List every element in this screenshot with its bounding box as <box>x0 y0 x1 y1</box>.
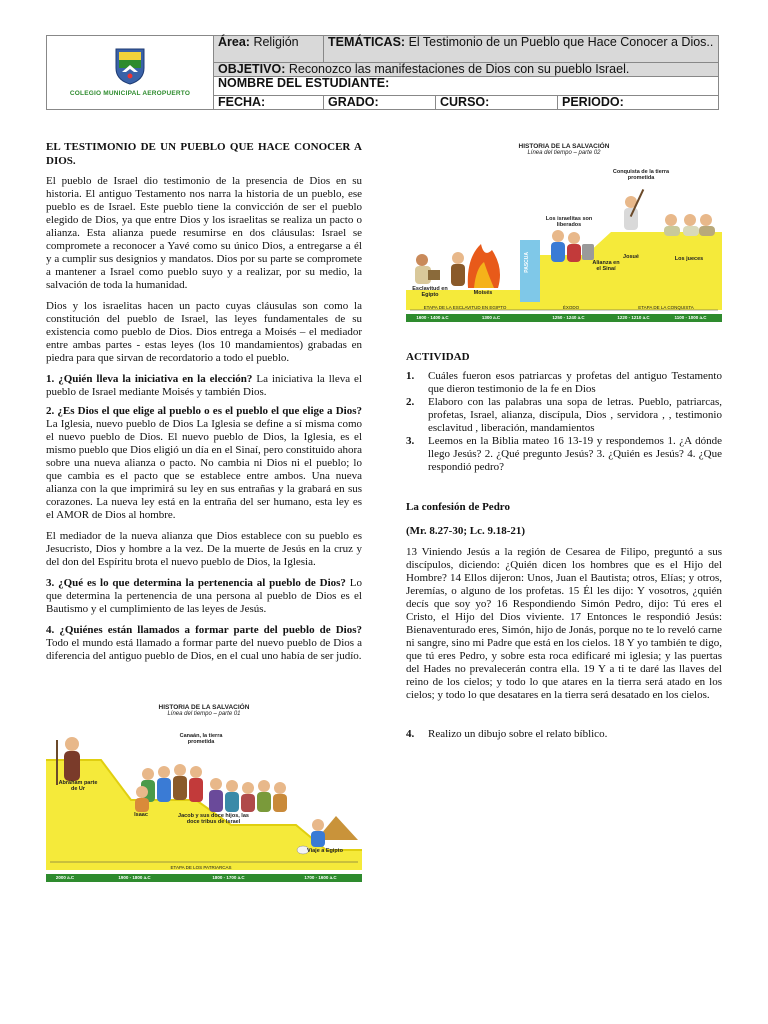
activity-text: Leemos en la Biblia mateo 16 13-19 y respondemos 1. ¿A dónde llego Jesús? 2. ¿Qué pregunto Jesús? 3. ¿Quién es Jesús? 4. ¿Que respondió pedro? <box>428 435 722 473</box>
timeline-2-stage-3: ETAPA DE LA CONQUISTA <box>638 305 694 310</box>
timeline-2-subtitle: Línea del tiempo – parte 02 <box>527 150 601 156</box>
article-title: EL TESTIMONIO DE UN PUEBLO QUE HACE CONOCER A DIOS. <box>46 141 362 167</box>
school-crest-icon <box>113 46 147 86</box>
timeline-2-stage-1: ETAPA DE LA ESCLAVITUD EN EGIPTO <box>423 305 507 310</box>
timeline-1-date-3: 1800 - 1700 a.C <box>212 875 245 880</box>
question-4 <box>46 624 362 663</box>
curso-field[interactable] <box>436 96 558 110</box>
timeline-part-1-image <box>46 700 362 882</box>
header-table <box>46 35 719 110</box>
question-1-heading: 1. ¿Quién lleva la iniciativa en la elección? <box>46 373 253 385</box>
activity-number: 1. <box>406 370 415 382</box>
school-name: COLEGIO MUNICIPAL AEROPUERTO <box>69 89 191 97</box>
timeline-2-label-sinai: Alianza en el Sinaí <box>592 260 620 272</box>
activity-item <box>406 435 722 474</box>
timeline-2-label-conquest: Conquista de la tierra prometida <box>612 169 670 181</box>
student-name-field[interactable] <box>214 77 719 96</box>
timeline-1-stage: ETAPA DE LOS PATRIARCAS <box>170 865 232 870</box>
activity-item <box>406 728 722 741</box>
tematicas-label: TEMÁTICAS: <box>328 35 406 49</box>
question-3-heading: 3. ¿Qué es lo que determina la pertenencia al pueblo de Dios? <box>46 577 346 589</box>
question-2-answer: La Iglesia, nuevo pueblo de Dios La Iglesia se define a sí misma como el nuevo pueblo de Dios. El nuevo pueblo de Dios, la Iglesia, es el mismo pueblo que Dios eligió un día en el Sinaí, pero constituido ahora sobre una nueva alianza o pacto. No cambia ni Dios ni el pueblo; lo que cambia es el pacto que se establece entre ambos. Una nueva alianza con la que imprimirá su ley en sus entrañas y la grabará en sus corazones. La nueva ley está en la entraña del ser humano, esta ley es el AMOR de Dios al hombre. <box>46 418 362 521</box>
periodo-label: PERIODO: <box>562 95 624 109</box>
activity-number: 4. <box>406 728 415 740</box>
mediator-paragraph: El mediador de la nueva alianza que Dios establece con su pueblo es Jesucristo, Dios y hombre a la vez. De la muerte de Jesús en la cruz y del don del Espíritu brota el nuevo pueblo de Dios, la Iglesia. <box>46 530 362 568</box>
student-label: NOMBRE DEL ESTUDIANTE: <box>218 76 390 90</box>
timeline-1-subtitle: Línea del tiempo – parte 01 <box>167 711 241 717</box>
timeline-1-date-4: 1700 - 1600 a.C <box>304 875 337 880</box>
pact-paragraph: Dios y los israelitas hacen un pacto cuyas cláusulas son como la constitución del pueblo de Israel, las leyes fundamentales de su existencia como pueblo de Dios. Dios entrega a Moisés – el mediador entre ambas partes - estas leyes (los 10 mandamientos) grabadas en piedra para que sirvan de recordatorio a todo el pueblo. <box>46 300 362 364</box>
fecha-label: FECHA: <box>218 95 266 109</box>
timeline-2-date-3: 1250 - 1240 a.C <box>552 315 585 320</box>
timeline-2-label-moses: Moisés <box>473 290 493 296</box>
timeline-1-title: HISTORIA DE LA SALVACIÓN <box>158 704 250 711</box>
objetivo-label: OBJETIVO: <box>218 62 286 76</box>
school-logo-cell <box>47 36 214 110</box>
timeline-2-date-4: 1220 - 1210 a.C <box>617 315 650 320</box>
question-1 <box>46 373 362 399</box>
timeline-1-label-abraham: Abraham parte de Ur <box>58 780 98 792</box>
timeline-2-stage-2: ÉXODO <box>562 305 580 310</box>
timeline-1-label-jacob: Jacob y sus doce hijos, las doce tribus de Israel <box>178 813 249 825</box>
objetivo-value: Reconozco las manifestaciones de Dios con su pueblo Israel. <box>288 62 630 76</box>
area-value: Religión <box>253 35 299 49</box>
timeline-2-graphic <box>406 140 722 322</box>
confession-title: La confesión de Pedro <box>406 501 510 513</box>
question-3 <box>46 577 362 616</box>
confession-text: 13 Viniendo Jesús a la región de Cesarea de Filipo, preguntó a sus discípulos, diciendo: ¿Quién dicen los hombres que es el Hijo del Hombre? 14 Ellos dijeron: Unos, Juan el Bautista; otros, Elías; y otros, Jeremías, o alguno de los profetas. 15 Él les dijo: Y vosotros, ¿quién decís que soy yo? 16 Respondiendo Simón Pedro, dijo: Tú eres el Cristo, el Hijo del Dios viviente. 17 Entonces le respondió Jesús: Bienaventurado eres, Simón, hijo de Jonás, porque no te lo reveló carne ni sangre, sino mi Padre que está en los cielos. 18 Y yo también te digo, que tú eres Pedro, y sobre esta roca edificaré mi iglesia; y las puertas del Hades no prevalecerán contra ella. 19 Y a ti te daré las llaves del reino de los cielos; y todo lo que atares en la tierra será atado en los cielos; y todo lo que desatares en la tierra será desatado en los cielos. <box>406 546 722 701</box>
grado-field[interactable] <box>324 96 436 110</box>
activity-item <box>406 396 722 435</box>
question-2 <box>46 405 362 522</box>
grado-label: GRADO: <box>328 95 379 109</box>
task-4 <box>406 728 722 741</box>
activity-title: ACTIVIDAD <box>406 351 470 363</box>
timeline-1-label-egypt: Viaje a Egipto <box>307 848 343 854</box>
timeline-1-date-1: 2000 a.C <box>55 875 75 880</box>
question-1-answer: La iniciativa la lleva el pueblo de Israel mediante Moisés y también Dios. <box>46 373 362 398</box>
area-label: Área: <box>218 35 250 49</box>
tematicas-cell <box>324 36 719 63</box>
timeline-2-label-judges: Los jueces <box>674 256 704 262</box>
question-2-heading: 2. ¿Es Dios el que elige al pueblo o es el pueblo el que elige a Dios? <box>46 405 362 417</box>
timeline-2-date-5: 1100 - 1000 a.C <box>674 315 707 320</box>
timeline-1-label-isaac: Isaac <box>134 812 148 818</box>
timeline-2-label-liberated: Los israelitas son liberados <box>545 216 593 228</box>
question-4-answer: Todo el mundo está llamado a formar parte del nuevo pueblo de Dios a diferencia del antiguo pueblo de Dios, en el cual uno había de ser judío. <box>46 637 362 662</box>
timeline-2-label-slavery: Esclavitud en Egipto <box>412 286 448 298</box>
activity-number: 3. <box>406 435 415 447</box>
timeline-2-date-1: 1600 - 1400 a.C <box>416 315 449 320</box>
question-4-heading: 4. ¿Quiénes están llamados a formar parte del pueblo de Dios? <box>46 624 362 636</box>
confession-reference: (Mr. 8.27-30; Lc. 9.18-21) <box>406 525 526 537</box>
timeline-2-label-joshua: Josué <box>623 254 639 260</box>
tematicas-value: El Testimonio de un Pueblo que Hace Conocer a Dios.. <box>408 35 714 49</box>
area-cell <box>214 36 324 63</box>
timeline-2-title: HISTORIA DE LA SALVACIÓN <box>518 143 610 150</box>
question-3-answer: Lo que determina la pertenencia de una persona al pueblo de Dios es el Bautismo y el cumplimiento de las leyes de Jesús. <box>46 577 362 615</box>
timeline-2-label-pascua: PASCUA <box>524 252 530 273</box>
left-column <box>46 140 362 663</box>
objetivo-cell <box>214 63 719 77</box>
activity-text: Elaboro con las palabras una sopa de letras. Pueblo, patriarcas, profetas, Israel, alianza, discípula, Dios , servidora , , testimonio esclavitud , liberación, mandamientos <box>428 396 722 434</box>
activity-item <box>406 370 722 396</box>
timeline-part-2-image <box>406 140 722 322</box>
timeline-1-label-canaan: Canaán, la tierra prometida <box>179 733 223 745</box>
timeline-2-date-2: 1300 a.C <box>481 315 501 320</box>
curso-label: CURSO: <box>440 95 490 109</box>
activity-number: 2. <box>406 396 415 408</box>
fecha-field[interactable] <box>214 96 324 110</box>
right-column <box>406 350 722 741</box>
periodo-field[interactable] <box>558 96 719 110</box>
activity-list <box>406 370 722 474</box>
timeline-1-date-2: 1900 - 1800 a.C <box>118 875 151 880</box>
activity-text: Cuáles fueron esos patriarcas y profetas del antiguo Testamento que dieron testimonio de la fe en Dios <box>428 370 722 395</box>
activity-text: Realizo un dibujo sobre el relato bíblico. <box>428 728 608 740</box>
intro-paragraph: El pueblo de Israel dio testimonio de la presencia de Dios en su historia. El antiguo Testamento nos narra la historia de un pueblo, ese pueblo es de Israel. Este pueblo tiene la convicción de ser el pueblo elegido de Dios, ya que entre Dios y los israelitas se realiza un pacto o alianza. Esta alianza puede resumirse en dos cláusulas: Israel se compromete a reconocer a Yavé como su único Dios, a entregarse a él y a cumplir sus designios y mandatos. Dios por su parte se compromete a mantener a Israel como pueblo suyo y a realizar, por su medio, la salvación de toda la humanidad. <box>46 175 362 291</box>
